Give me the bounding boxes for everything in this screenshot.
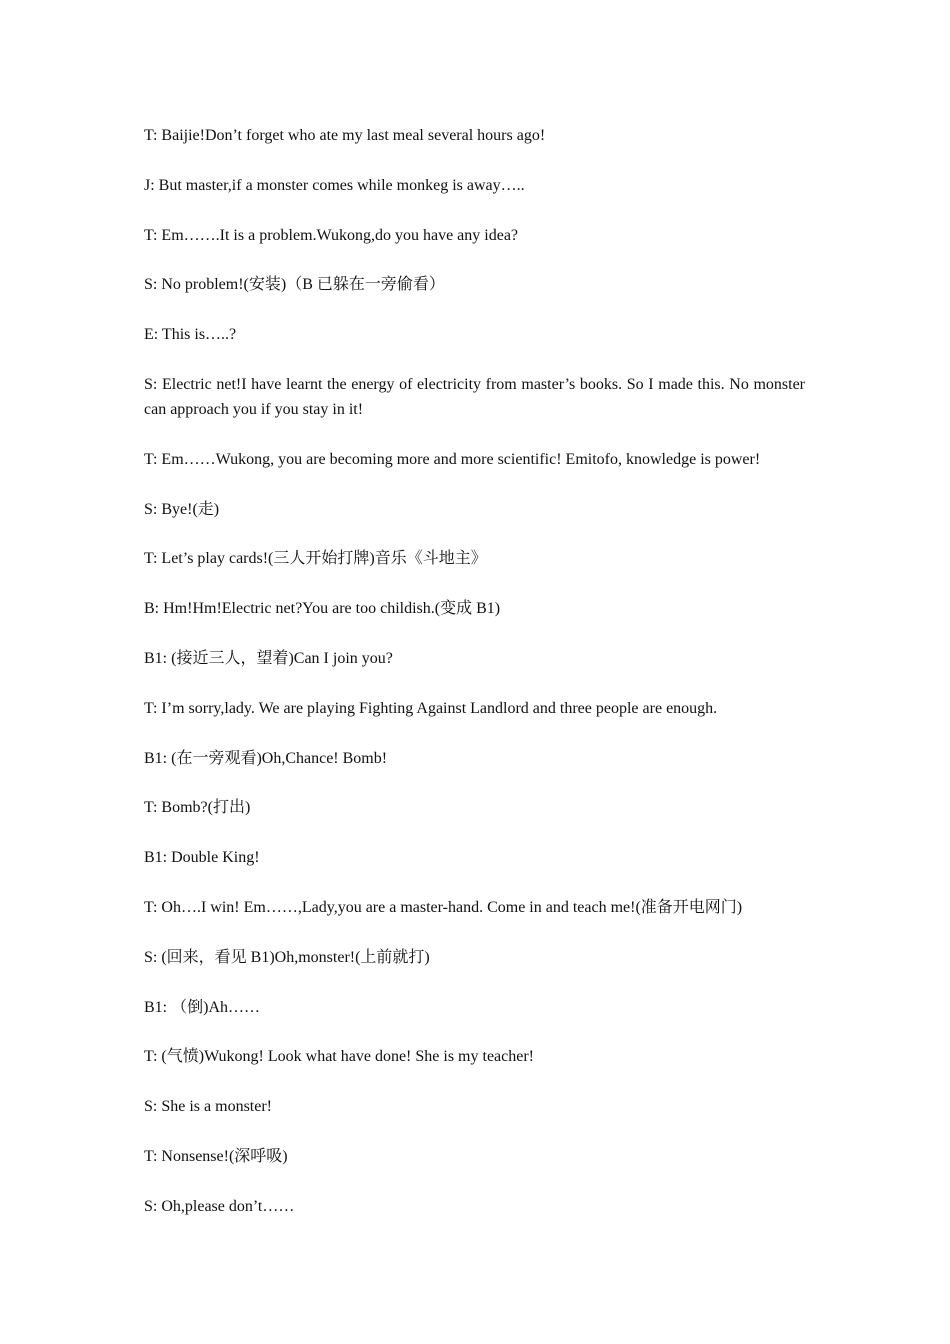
dialogue-line: J: But master,if a monster comes while monkeg is away…..: [144, 176, 525, 194]
dialogue-line: B1: Double King!: [144, 849, 260, 867]
dialogue-line: T: (气愤)Wukong! Look what have done! She is my teacher!: [144, 1048, 535, 1066]
dialogue-line: T: Oh….I win! Em……,Lady,you are a master-hand. Come in and teach me!(准备开电网门): [144, 898, 743, 916]
dialogue-line: T: Bomb?(打出): [144, 799, 251, 817]
dialogue-line: S: Electric net!I have learnt the energy of electricity from master’s books. So I made this. No monster can approach you if you stay in it!: [144, 375, 805, 418]
dialogue-line: E: This is…..?: [144, 326, 237, 344]
dialogue-line: B1: (在一旁观看)Oh,Chance! Bomb!: [144, 749, 388, 767]
dialogue-line: T: Nonsense!(深呼吸): [144, 1147, 288, 1165]
dialogue-line: S: No problem!(安装)（B 已躲在一旁偷看）: [144, 276, 445, 294]
dialogue-line: S: She is a monster!: [144, 1098, 272, 1116]
dialogue-line: B: Hm!Hm!Electric net?You are too childish.(变成 B1): [144, 600, 501, 618]
dialogue-line: S: Bye!(走): [144, 500, 220, 518]
dialogue-line: B1: (接近三人，望着)Can I join you?: [144, 649, 393, 667]
dialogue-line: T: Let’s play cards!(三人开始打牌)音乐《斗地主》: [144, 550, 487, 568]
dialogue-line: T: Em……Wukong, you are becoming more and more scientific! Emitofo, knowledge is power!: [144, 450, 761, 468]
script-dialogue: [144, 123, 805, 1244]
dialogue-line: T: I’m sorry,lady. We are playing Fighting Against Landlord and three people are enough.: [144, 699, 718, 717]
dialogue-line: S: Oh,please don’t……: [144, 1197, 295, 1215]
dialogue-line: S: (回来，看见 B1)Oh,monster!(上前就打): [144, 948, 430, 966]
dialogue-line: T: Em…….It is a problem.Wukong,do you have any idea?: [144, 226, 519, 244]
dialogue-line: B1: （倒)Ah……: [144, 998, 261, 1016]
dialogue-line: T: Baijie!Don’t forget who ate my last meal several hours ago!: [144, 127, 546, 144]
